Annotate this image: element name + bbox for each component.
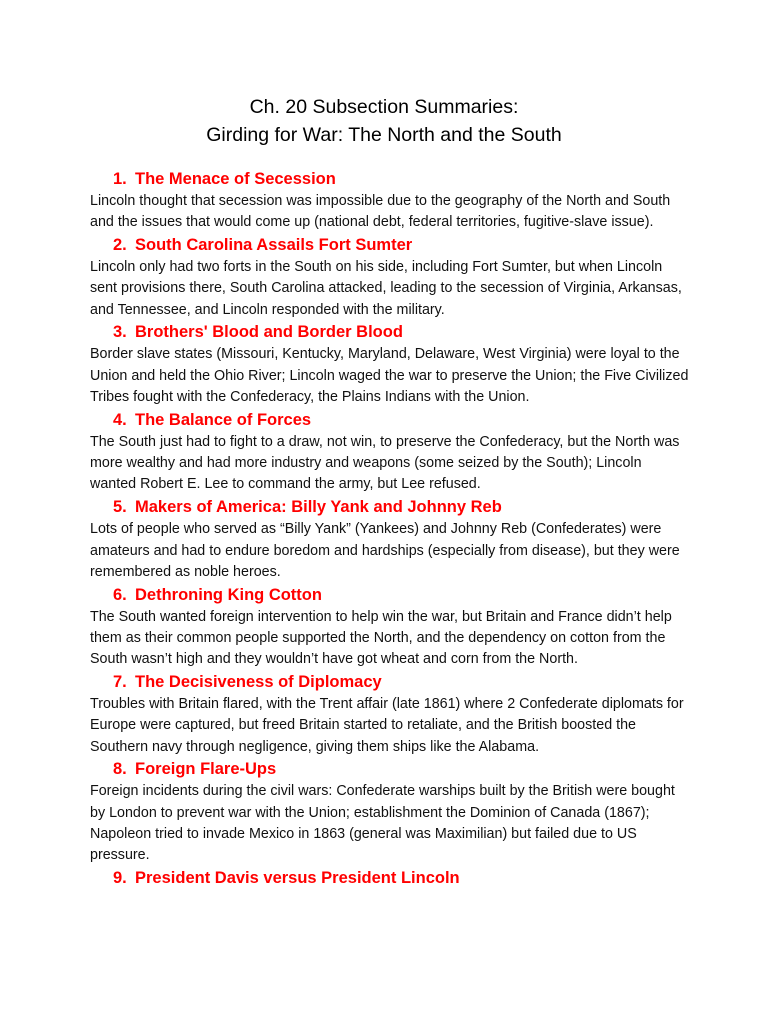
- section-heading-text: The Decisiveness of Diplomacy: [135, 673, 382, 692]
- section-heading-text: Makers of America: Billy Yank and Johnny Reb: [135, 498, 502, 517]
- section-heading: [90, 234, 690, 257]
- section-list: [90, 168, 690, 891]
- section-heading: [90, 409, 690, 432]
- section-heading-text: Dethroning King Cotton: [135, 585, 322, 604]
- section-number: 2.: [113, 236, 127, 255]
- section-2: [90, 234, 690, 321]
- section-heading-text: The Menace of Secession: [135, 170, 336, 188]
- section-number: 3.: [113, 323, 127, 342]
- section-heading: [90, 496, 690, 519]
- section-number: 9.: [113, 869, 127, 888]
- section-number: 7.: [113, 673, 127, 692]
- section-body: Lots of people who served as “Billy Yank” (Yankees) and Johnny Reb (Confederates) were amateurs and had to endure boredom and hardships (especially from disease), but they were remembered as noble heroes.: [90, 521, 680, 580]
- section-8: [90, 758, 690, 866]
- section-body: Troubles with Britain flared, with the Trent affair (late 1861) where 2 Confederate diplomats for Europe were captured, but freed Britain started to retaliate, and the British boosted the Southern navy through negligence, giving them ships like the Alabama.: [90, 696, 684, 755]
- section-9: [90, 867, 690, 890]
- section-heading: [90, 584, 690, 607]
- section-heading: [90, 867, 690, 890]
- section-body: Lincoln only had two forts in the South on his side, including Fort Sumter, but when Lincoln sent provisions there, South Carolina attacked, leading to the secession of Virginia, Arkansas, and Tennessee, and Lincoln responded with the military.: [90, 259, 682, 318]
- section-number: 6.: [113, 585, 127, 604]
- section-heading-text: Foreign Flare-Ups: [135, 760, 277, 779]
- section-heading: [90, 758, 690, 781]
- section-body: Lincoln thought that secession was impossible due to the geography of the North and South and the issues that would come up (national debt, federal territories, fugitive-slave issue).: [90, 193, 671, 231]
- section-3: [90, 321, 690, 408]
- section-heading-text: The Balance of Forces: [135, 410, 312, 429]
- title-line-2: Girding for War: The North and the South: [206, 124, 562, 146]
- section-body: Foreign incidents during the civil wars: Confederate warships built by the British were bought by London to prevent war with the Union; establishment the Dominion of Canada (1867); Napoleon tried to invade Mexico in 1863 (general was Maximilian) but failed due to US pressure.: [90, 783, 675, 864]
- section-number: 4.: [113, 410, 127, 429]
- section-heading: [90, 671, 690, 694]
- section-heading-text: Brothers' Blood and Border Blood: [135, 323, 403, 342]
- section-body: The South wanted foreign intervention to help win the war, but Britain and France didn’t help them as their common people supported the North, and the dependency on cotton from the South wasn’t high and they wouldn’t have got wheat and corn from the North.: [90, 608, 672, 668]
- section-7: [90, 671, 690, 758]
- section-body: The South just had to fight to a draw, not win, to preserve the Confederacy, but the North was more wealthy and had more industry and weapons (some seized by the South); Lincoln wanted Robert E. Lee to command the army, but Lee refused.: [90, 433, 680, 493]
- section-number: 5.: [113, 498, 127, 517]
- section-heading: [90, 321, 690, 344]
- section-heading: [90, 168, 690, 191]
- section-1: [90, 168, 690, 234]
- section-heading-text: President Davis versus President Lincoln: [135, 869, 460, 888]
- section-heading-text: South Carolina Assails Fort Sumter: [135, 236, 413, 255]
- section-5: [90, 496, 690, 583]
- title-line-1: Ch. 20 Subsection Summaries:: [249, 96, 519, 118]
- section-4: [90, 409, 690, 496]
- section-number: 1.: [113, 170, 127, 188]
- section-number: 8.: [113, 760, 127, 779]
- document-title: [0, 93, 768, 149]
- section-6: [90, 584, 690, 671]
- section-body: Border slave states (Missouri, Kentucky, Maryland, Delaware, West Virginia) were loyal to the Union and held the Ohio River; Lincoln waged the war to preserve the Union; the Five Civilized Tribes fought with the Confederacy, the Plains Indians with the Union.: [90, 346, 689, 406]
